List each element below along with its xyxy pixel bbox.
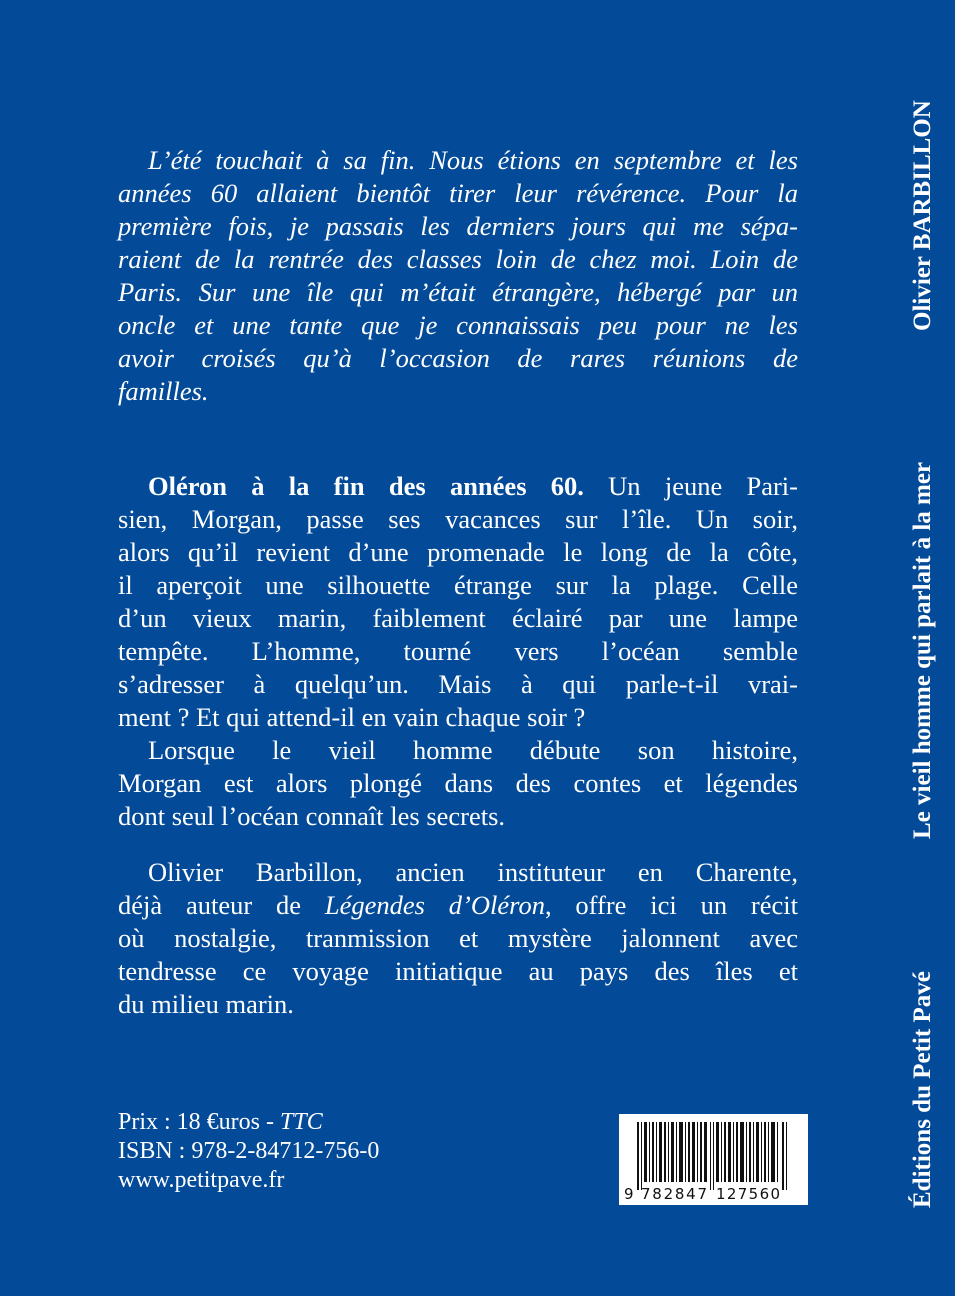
synopsis-lead-bold: Oléron à la fin des années 60. (148, 471, 584, 501)
spine-publisher: Éditions du Petit Pavé (909, 971, 936, 1209)
author-bio-text: déjà auteur de (118, 890, 325, 920)
barcode-digits-left: 782847 (641, 1185, 707, 1203)
author-bio-text: , offre ici un récit (544, 890, 798, 920)
book-title-reference: Légendes d’Oléron (324, 890, 545, 920)
spine-author: Olivier BARBILLON (909, 100, 936, 331)
excerpt-line: familles. (118, 376, 209, 406)
synopsis-line: dont seul l’océan connaît les secrets. (118, 801, 506, 831)
synopsis-paragraph (118, 470, 798, 833)
synopsis-line: Morgan est alors plongé dans des contes et légendes (118, 768, 798, 798)
author-bio-paragraph (118, 856, 798, 1021)
synopsis-line: alors qu’il revient d’une promenade le long de la côte, (118, 537, 798, 567)
barcode-digits-right: 127560 (716, 1185, 780, 1203)
synopsis-line: Lorsque le vieil homme débute son histoire, (148, 735, 798, 765)
synopsis-lead-rest: Un jeune Pari- (583, 471, 798, 501)
excerpt-paragraph (118, 144, 798, 408)
synopsis-lead-line (118, 470, 798, 503)
author-bio-line: du milieu marin. (118, 989, 294, 1019)
book-spine (890, 0, 955, 1296)
synopsis-line: il aperçoit une silhouette étrange sur la plage. Celle (118, 570, 798, 600)
excerpt-line: oncle et une tante que je connaissais peu pour ne les (118, 310, 798, 340)
synopsis-line: ment ? Et qui attend-il en vain chaque soir ? (118, 702, 586, 732)
price-label: Prix : 18 €uros - (118, 1109, 280, 1135)
publication-info (118, 1108, 379, 1195)
author-bio-line: où nostalgie, tranmission et mystère jalonnent avec (118, 923, 798, 953)
website-link[interactable]: www.petitpave.fr (118, 1167, 285, 1193)
synopsis-line: sien, Morgan, passe ses vacances sur l’île. Un soir, (118, 504, 798, 534)
isbn: ISBN : 978-2-84712-756-0 (118, 1138, 380, 1164)
barcode-digit-first: 9 (624, 1185, 634, 1203)
price-tax: TTC (280, 1109, 323, 1135)
barcode-icon (619, 1114, 808, 1205)
synopsis-line: s’adresser à quelqu’un. Mais à qui parle-t-il vrai- (118, 669, 798, 699)
excerpt-line: L’été touchait à sa fin. Nous étions en septembre et les (148, 145, 798, 175)
excerpt-line: avoir croisés qu’à l’occasion de rares réunions de (118, 343, 798, 373)
author-bio-line: tendresse ce voyage initiatique au pays des îles et (118, 956, 798, 986)
isbn-barcode (619, 1114, 808, 1205)
excerpt-line: Paris. Sur une île qui m’était étrangère, hébergé par un (118, 277, 798, 307)
excerpt-line: première fois, je passais les derniers jours qui me sépa- (118, 211, 798, 241)
author-bio-line (118, 889, 798, 922)
synopsis-line: tempête. L’homme, tourné vers l’océan semble (118, 636, 798, 666)
spine-title: Le vieil homme qui parlait à la mer (909, 461, 936, 839)
author-bio-line: Olivier Barbillon, ancien instituteur en Charente, (148, 857, 798, 887)
synopsis-line: d’un vieux marin, faiblement éclairé par une lampe (118, 603, 798, 633)
excerpt-line: années 60 allaient bientôt tirer leur révérence. Pour la (118, 178, 798, 208)
price (118, 1108, 379, 1137)
excerpt-line: raient de la rentrée des classes loin de chez moi. Loin de (118, 244, 798, 274)
